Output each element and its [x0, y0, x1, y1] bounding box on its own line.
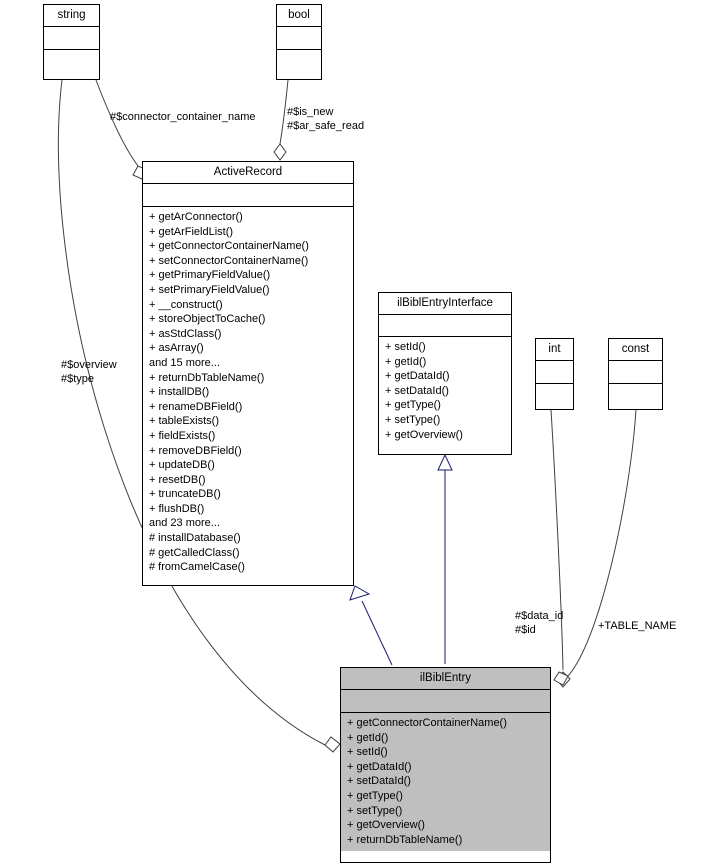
method-item: + getOverview()	[347, 819, 425, 832]
method-item: + asArray()	[149, 342, 204, 355]
method-item: + setId()	[347, 746, 388, 759]
class-node-title: bool	[277, 5, 321, 27]
method-more: and 15 more...	[149, 356, 220, 369]
method-item: + getOverview()	[385, 428, 463, 441]
method-item: + getArFieldList()	[149, 225, 234, 238]
class-node-methods	[379, 337, 511, 446]
edge-label-line2: #$type	[61, 372, 95, 385]
edge-label-table-name: +TABLE_NAME	[598, 620, 677, 632]
class-node-attributes	[536, 361, 573, 384]
method-item: + getDataId()	[385, 370, 450, 383]
method-item: + getPrimaryFieldValue()	[149, 269, 271, 282]
class-node-methods	[536, 384, 573, 413]
class-node-methods	[44, 50, 99, 79]
method-item: # fromCamelCase()	[149, 561, 245, 574]
method-item: + returnDbTableName()	[347, 833, 463, 846]
class-node-methods	[143, 207, 353, 579]
method-item: + setConnectorContainerName()	[149, 254, 309, 267]
class-node-methods	[341, 713, 550, 851]
class-node-title: string	[44, 5, 99, 27]
edge-label-is-new	[287, 106, 364, 133]
method-item: + resetDB()	[149, 473, 206, 486]
method-item: + __construct()	[149, 298, 223, 311]
edge-label-line2: #$id	[515, 623, 536, 636]
method-item: + setType()	[385, 413, 441, 426]
class-node-attributes	[143, 184, 353, 207]
method-item: + getType()	[347, 789, 403, 802]
method-item: + setId()	[385, 341, 426, 353]
edge-label-line1: #$data_id	[515, 610, 564, 622]
class-node-attributes	[609, 361, 662, 384]
class-node-ilbiblentryinterface[interactable]	[378, 292, 512, 455]
method-item: + storeObjectToCache()	[149, 313, 266, 326]
class-node-const[interactable]	[608, 338, 663, 410]
class-node-activerecord[interactable]	[142, 161, 354, 586]
edge-label-overview-type	[61, 359, 117, 386]
edge-label-line1: #$is_new	[287, 106, 334, 118]
method-item: + getConnectorContainerName()	[149, 240, 309, 253]
class-node-attributes	[341, 690, 550, 713]
class-node-string[interactable]	[43, 4, 100, 80]
method-more: and 23 more...	[149, 517, 220, 530]
class-node-int[interactable]	[535, 338, 574, 410]
method-item: + flushDB()	[149, 502, 205, 515]
method-item: + getId()	[385, 355, 427, 368]
method-item: + renameDBField()	[149, 400, 243, 413]
class-node-methods	[277, 50, 321, 79]
class-node-ilbiblentry[interactable]	[340, 667, 551, 863]
class-node-attributes	[277, 27, 321, 50]
method-item: + getId()	[347, 731, 389, 744]
method-item: + removeDBField()	[149, 444, 242, 457]
method-item: + getArConnector()	[149, 211, 243, 223]
method-item: # getCalledClass()	[149, 546, 240, 559]
method-item: + tableExists()	[149, 415, 219, 428]
class-node-title: ilBiblEntryInterface	[379, 293, 511, 315]
class-node-title: ActiveRecord	[143, 162, 353, 184]
edge-label-data-id	[515, 610, 563, 637]
edge-label-line2: #$ar_safe_read	[287, 119, 365, 132]
class-node-title: ilBiblEntry	[341, 668, 550, 690]
class-node-attributes	[44, 27, 99, 50]
method-item: + setPrimaryFieldValue()	[149, 283, 270, 296]
edge-label-connector-container-name: #$connector_container_name	[110, 111, 256, 123]
class-node-bool[interactable]	[276, 4, 322, 80]
class-node-methods	[609, 384, 662, 413]
method-item: + updateDB()	[149, 459, 215, 472]
method-item: + asStdClass()	[149, 327, 222, 340]
method-item: + setDataId()	[385, 384, 449, 397]
method-item: + returnDbTableName()	[149, 371, 265, 384]
method-item: + getType()	[385, 399, 441, 412]
class-node-title: const	[609, 339, 662, 361]
class-node-attributes	[379, 315, 511, 337]
method-item: + fieldExists()	[149, 429, 216, 442]
class-node-title: int	[536, 339, 573, 361]
method-item: + installDB()	[149, 386, 210, 399]
method-item: + getDataId()	[347, 760, 412, 773]
method-item: # installDatabase()	[149, 532, 241, 545]
method-item: + setType()	[347, 804, 403, 817]
method-item: + truncateDB()	[149, 488, 221, 501]
edge-label-line1: #$overview	[61, 359, 117, 371]
method-item: + getConnectorContainerName()	[347, 717, 507, 729]
method-item: + setDataId()	[347, 775, 411, 788]
